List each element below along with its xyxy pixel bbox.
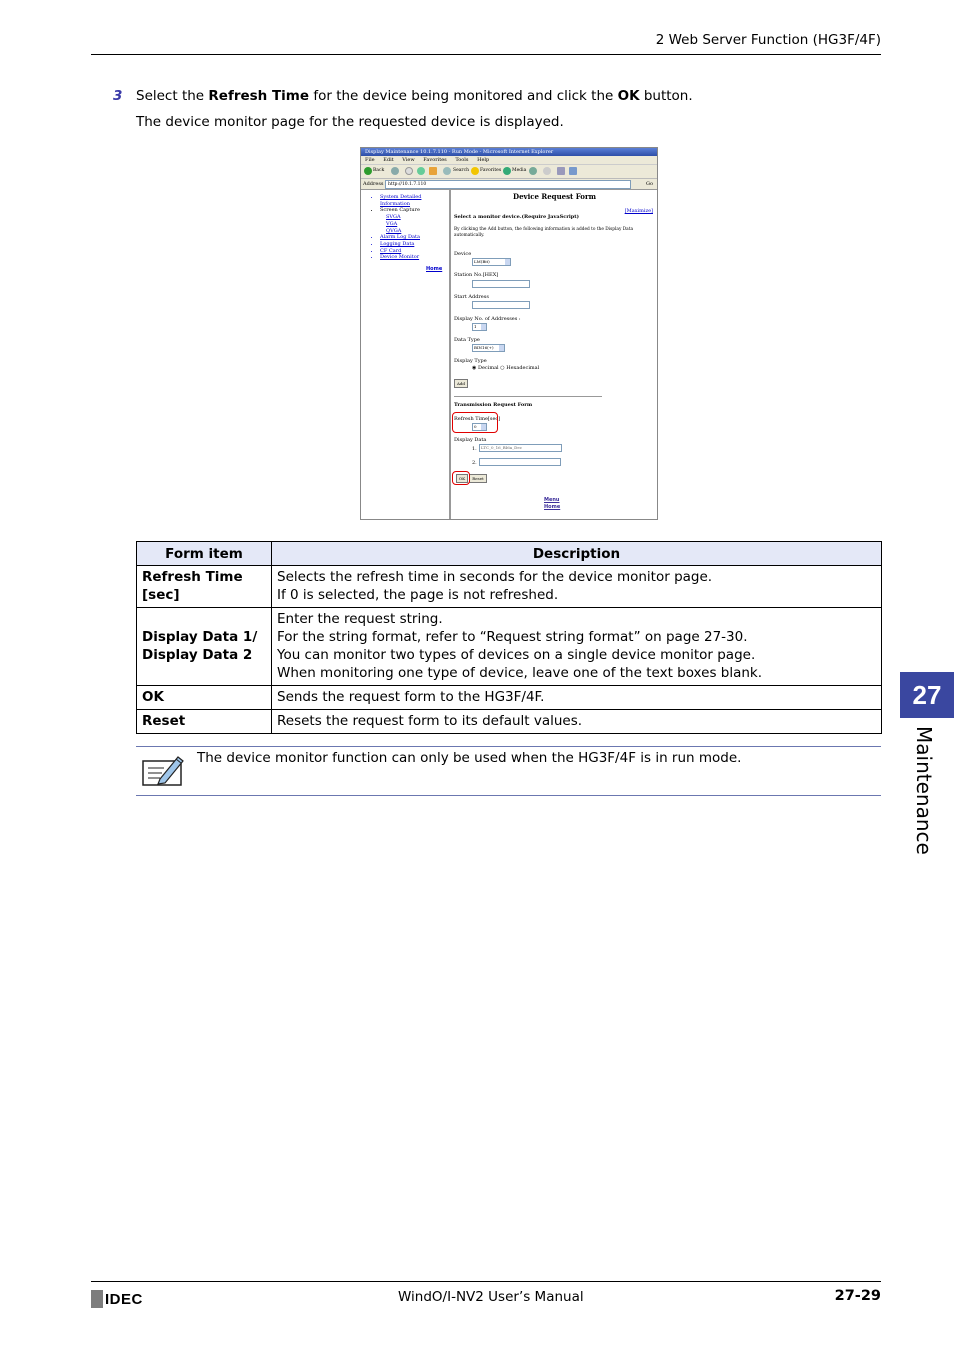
- header-form-item: Form item: [137, 542, 272, 566]
- nav-vga[interactable]: VGA: [386, 220, 398, 227]
- address-label: Address: [363, 181, 384, 187]
- item-display-data: Display Data 1/ Display Data 2: [137, 608, 272, 686]
- instructions-line1: By clicking the Add button, the following information is added to the Display Data: [454, 227, 634, 232]
- display-type-options: [472, 365, 539, 371]
- manual-title: WindO/I-NV2 User’s Manual: [398, 1289, 584, 1305]
- footer-rule: [91, 1281, 881, 1282]
- menu-favorites[interactable]: Favorites: [423, 157, 447, 163]
- radio-hex-icon[interactable]: ○: [500, 365, 505, 371]
- item-reset: Reset: [137, 710, 272, 734]
- menu-view[interactable]: View: [402, 157, 415, 163]
- chapter-tab: 27: [900, 672, 954, 718]
- home-icon[interactable]: [429, 167, 437, 175]
- form-divider: [454, 396, 602, 397]
- refresh-time-select[interactable]: 0: [472, 423, 487, 431]
- menu-bar: [361, 156, 657, 165]
- form-title: Device Request Form: [513, 192, 597, 201]
- nav-home-link[interactable]: Home: [426, 266, 443, 272]
- step-number: 3: [113, 88, 123, 104]
- table-row: [137, 566, 882, 608]
- form-item-table: [136, 541, 882, 734]
- page-number: 27-29: [834, 1288, 881, 1304]
- media-label: Media: [512, 168, 527, 173]
- chapter-label: Maintenance: [912, 726, 936, 855]
- logo-block-icon: [91, 1290, 103, 1308]
- search-label: Search: [453, 168, 469, 173]
- step-instruction: Select the Refresh Time for the device being monitored and click the OK button.: [136, 88, 693, 104]
- start-address-label: Start Address: [454, 294, 489, 300]
- header-rule: [91, 54, 881, 55]
- nav-logging-data[interactable]: • Logging Data: [380, 241, 449, 248]
- window-title: Display Maintenance 10.1.7.110 - Run Mode - Microsoft Internet Explorer: [361, 148, 657, 156]
- reset-button[interactable]: Reset: [469, 474, 487, 483]
- station-label: Station No.[HEX]: [454, 272, 499, 278]
- radio-hex-label: Hexadecimal: [506, 365, 540, 371]
- display-data-1-label: 1.: [472, 446, 477, 452]
- stop-icon[interactable]: [405, 167, 413, 175]
- header-section-title: 2 Web Server Function (HG3F/4F): [655, 32, 881, 48]
- go-button[interactable]: Go: [645, 181, 653, 187]
- desc-display-data: Enter the request string. For the string format, refer to “Request string format” on page 27-30. You can monitor two types of devices on a single device monitor page. When monitoring one type of device, leave one of the text boxes blank.: [272, 608, 882, 686]
- browser-screenshot: [360, 147, 658, 520]
- display-data-1-input[interactable]: LTC_0_16_BI6a_Dec: [479, 444, 562, 452]
- back-label: Back: [373, 168, 385, 173]
- ok-button[interactable]: OK: [456, 474, 468, 483]
- menu-link[interactable]: Menu: [544, 497, 560, 503]
- note-box: [136, 746, 881, 796]
- address-bar: [361, 179, 657, 190]
- idec-logo: IDEC: [91, 1290, 143, 1308]
- toolbar: [361, 165, 657, 179]
- nav-device-monitor[interactable]: • Device Monitor: [380, 254, 449, 261]
- nav-frame: [361, 190, 451, 519]
- print-icon[interactable]: [557, 167, 565, 175]
- display-type-label: Display Type: [454, 358, 487, 364]
- station-input[interactable]: [472, 280, 530, 288]
- nav-system-info[interactable]: • System Detailed Information: [380, 194, 449, 207]
- favorites-label: Favorites: [480, 168, 502, 173]
- table-row: [137, 686, 882, 710]
- device-label: Device: [454, 251, 472, 257]
- forward-icon[interactable]: [391, 167, 399, 175]
- nav-alarm-log[interactable]: • Alarm Log Data: [380, 234, 449, 241]
- home-link[interactable]: Home: [544, 504, 561, 510]
- note-text: The device monitor function can only be used when the HG3F/4F is in run mode.: [197, 750, 742, 766]
- display-data-label: Display Data: [454, 437, 487, 443]
- select-heading: Select a monitor device.(Require JavaScript): [454, 214, 579, 220]
- display-data-2-label: 2.: [472, 460, 477, 466]
- menu-tools[interactable]: Tools: [455, 157, 469, 163]
- note-pencil-icon: [142, 753, 184, 787]
- refresh-icon[interactable]: [417, 167, 425, 175]
- step-result: The device monitor page for the requested device is displayed.: [136, 114, 564, 130]
- nav-qvga[interactable]: QVGA: [386, 227, 402, 234]
- header-description: Description: [272, 542, 882, 566]
- search-icon[interactable]: [443, 167, 451, 175]
- table-header-row: [137, 542, 882, 566]
- page-body: [361, 190, 657, 519]
- desc-ok: Sends the request form to the HG3F/4F.: [272, 686, 882, 710]
- refresh-time-label: Refresh Time[sec]: [454, 416, 501, 422]
- transmission-heading: Transmission Request Form: [454, 402, 533, 408]
- nav-svga[interactable]: SVGA: [386, 214, 401, 221]
- nav-screen-capture: • Screen Capture: [380, 207, 449, 214]
- desc-refresh-time: Selects the refresh time in seconds for the device monitor page. If 0 is selected, the page is not refreshed.: [272, 566, 882, 608]
- menu-edit[interactable]: Edit: [383, 157, 394, 163]
- table-row: [137, 608, 882, 686]
- display-no-label: Display No. of Addresses :: [454, 316, 521, 322]
- radio-decimal-label: Decimal: [477, 365, 499, 371]
- item-refresh-time: Refresh Time [sec]: [137, 566, 272, 608]
- address-input[interactable]: http://10.1.7.110: [385, 180, 631, 189]
- media-icon[interactable]: [503, 167, 511, 175]
- menu-file[interactable]: File: [365, 157, 375, 163]
- item-ok: OK: [137, 686, 272, 710]
- back-icon[interactable]: [364, 167, 372, 175]
- favorites-icon[interactable]: [471, 167, 479, 175]
- refresh-time-highlight: [452, 412, 501, 433]
- device-request-form: [454, 190, 655, 519]
- instructions-line2: automatically.: [454, 233, 485, 238]
- maximize-link[interactable]: [Maximize]: [624, 208, 653, 214]
- add-button[interactable]: Add: [454, 379, 468, 388]
- mail-icon[interactable]: [543, 167, 551, 175]
- nav-cf-card[interactable]: • CF Card: [380, 248, 449, 255]
- device-select[interactable]: LM(Bit): [472, 258, 511, 266]
- table-row: [137, 710, 882, 734]
- history-icon[interactable]: [529, 167, 537, 175]
- data-type-select[interactable]: BIN16(+): [472, 344, 505, 352]
- ok-highlight: [452, 471, 470, 485]
- display-data-2-input[interactable]: [479, 458, 561, 466]
- menu-help[interactable]: Help: [477, 157, 490, 163]
- edit-icon[interactable]: [569, 167, 577, 175]
- radio-decimal-icon[interactable]: ◉: [472, 365, 477, 371]
- desc-reset: Resets the request form to its default values.: [272, 710, 882, 734]
- start-address-input[interactable]: [472, 301, 530, 309]
- data-type-label: Data Type: [454, 337, 480, 343]
- display-no-select[interactable]: 1: [472, 323, 487, 331]
